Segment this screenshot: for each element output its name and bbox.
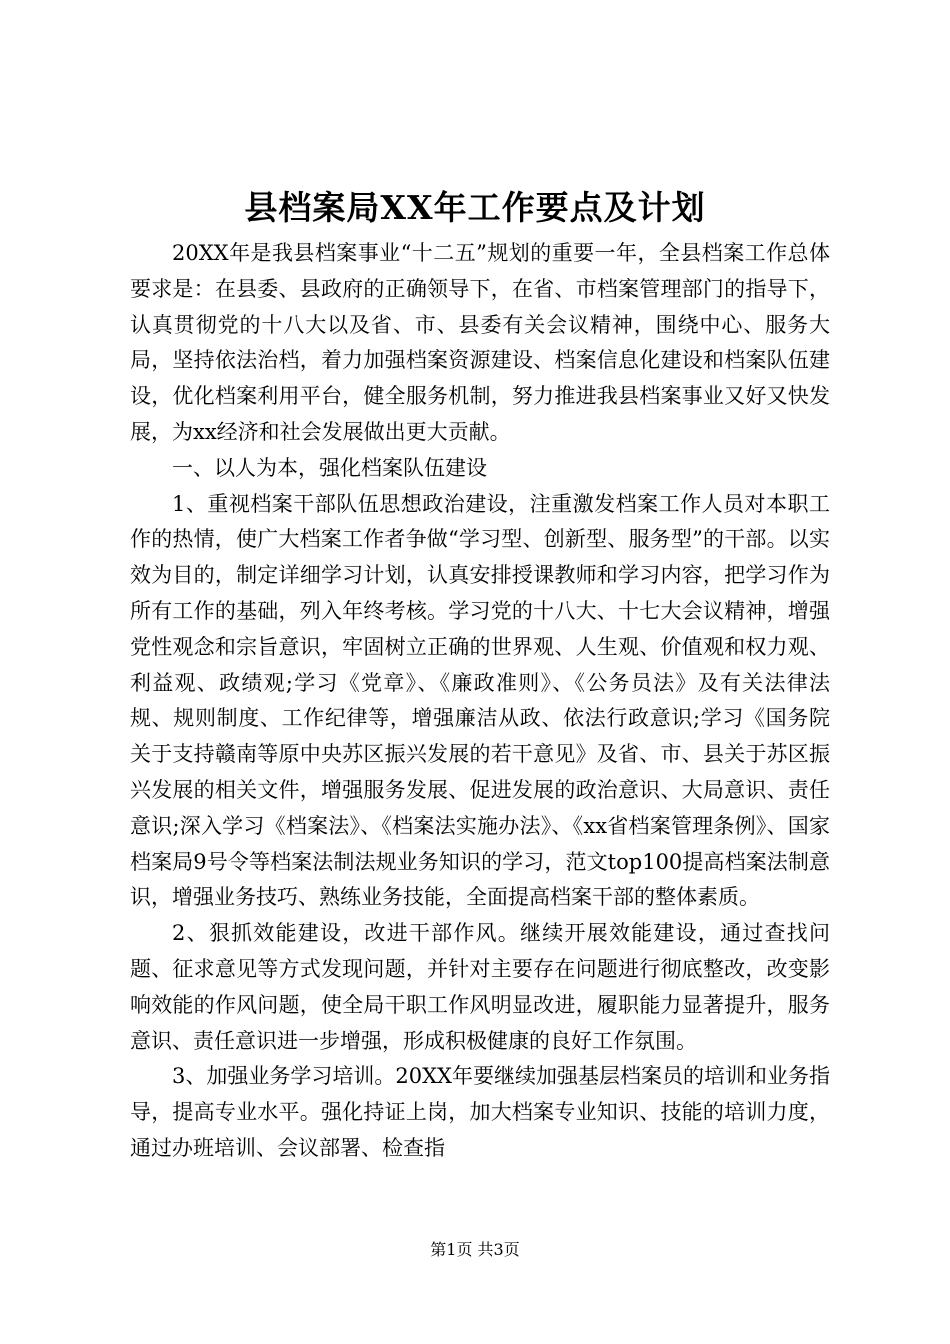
intro-paragraph: 20XX年是我县档案事业“十二五”规划的重要一年，全县档案工作总体要求是：在县委、县政府的正确领导下，在省、市档案管理部门的指导下，认真贯彻党的十八大以及省、市、县委有关会议精神，围绕中心、服务大局，坚持依法治档，着力加强档案资源建设、档案信息化建设和档案队伍建设，优化档案利用平台，健全服务机制，努力推进我县档案事业又好又快发展，为xx经济和社会发展做出更大贡献。 xyxy=(130,241,830,444)
page-number-footer: 第1页 共3页 xyxy=(430,1240,520,1259)
item-1-paragraph: 1、重视档案干部队伍思想政治建设，注重激发档案工作人员对本职工作的热情，使广大档案工作者争做“学习型、创新型、服务型”的干部。以实效为目的，制定详细学习计划，认真安排授课教师和学习内容，把学习作为所有工作的基础，列入年终考核。学习党的十八大、十七大会议精神，增强党性观念和宗旨意识，牢固树立正确的世界观、人生观、价值观和权力观、利益观、政绩观;学习《党章》、《廉政准则》、《公务员法》及有关法律法规、规则制度、工作纪律等，增强廉洁从政、依法行政意识;学习《国务院关于支持赣南等原中央苏区振兴发展的若干意见》及省、市、县关于苏区振兴发展的相关文件，增强服务发展、促进发展的政治意识、大局意识、责任意识;深入学习《档案法》、《档案法实施办法》、《xx省档案管理条例》、国家档案局9号令等档案法制法规业务知识的学习，范文top100提高档案法制意识，增强业务技巧、熟练业务技能，全面提高档案干部的整体素质。 xyxy=(130,491,830,910)
document-body xyxy=(130,236,830,1167)
section-heading: 一、以人为本，强化档案队伍建设 xyxy=(172,455,487,480)
item-2-paragraph: 2、狠抓效能建设，改进干部作风。继续开展效能建设，通过查找问题、征求意见等方式发现问题，并针对主要存在问题进行彻底整改，改变影响效能的作风问题，使全局干职工作风明显改进，履职能力显著提升，服务意识、责任意识进一步增强，形成积极健康的良好工作氛围。 xyxy=(130,921,830,1053)
document-title: 县档案局XX年工作要点及计划 xyxy=(244,188,706,227)
item-3-paragraph: 3、加强业务学习培训。20XX年要继续加强基层档案员的培训和业务指导，提高专业水平。强化持证上岗，加大档案专业知识、技能的培训力度，通过办班培训、会议部署、检查指 xyxy=(130,1064,830,1160)
